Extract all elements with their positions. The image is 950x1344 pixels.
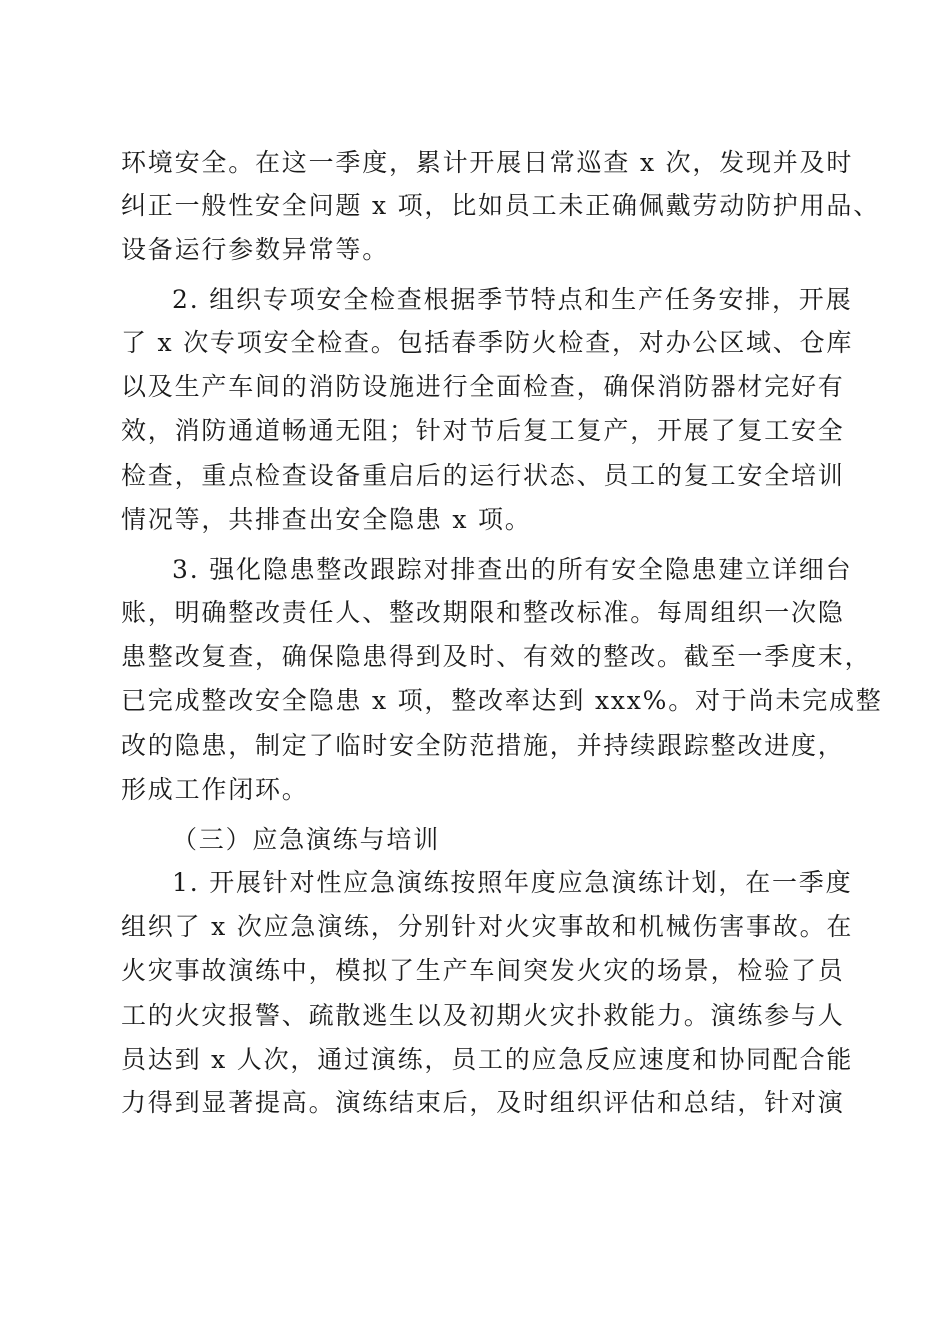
paragraph-line: 组织了 x 次应急演练，分别针对火灾事故和机械伤害事故。在 [121, 912, 854, 941]
paragraph-line: 2. 组织专项安全检查根据季节特点和生产任务安排，开展 [172, 285, 853, 314]
paragraph-line: 以及生产车间的消防设施进行全面检查，确保消防器材完好有 [121, 372, 845, 401]
paragraph-line: 火灾事故演练中，模拟了生产车间突发火灾的场景，检验了员 [121, 956, 845, 985]
paragraph-line: 力得到显著提高。演练结束后，及时组织评估和总结，针对演 [121, 1088, 845, 1117]
paragraph-line: 1. 开展针对性应急演练按照年度应急演练计划，在一季度 [172, 868, 853, 897]
paragraph-line: 情况等，共排查出安全隐患 x 项。 [121, 505, 532, 534]
paragraph-line: 设备运行参数异常等。 [121, 235, 390, 264]
paragraph-line: 患整改复查，确保隐患得到及时、有效的整改。截至一季度末， [121, 642, 872, 671]
section-heading: （三）应急演练与培训 [172, 825, 441, 854]
paragraph-line: 已完成整改安全隐患 x 项，整改率达到 xxx%。对于尚未完成整 [121, 686, 883, 715]
paragraph-line: 了 x 次专项安全检查。包括春季防火检查，对办公区域、仓库 [121, 328, 854, 357]
paragraph-line: 效，消防通道畅通无阻；针对节后复工复产，开展了复工安全 [121, 416, 845, 445]
paragraph-line: 纠正一般性安全问题 x 项，比如员工未正确佩戴劳动防护用品、 [121, 191, 880, 220]
paragraph-line: 员达到 x 人次，通过演练，员工的应急反应速度和协同配合能 [121, 1045, 854, 1074]
paragraph-line: 账，明确整改责任人、整改期限和整改标准。每周组织一次隐 [121, 598, 845, 627]
paragraph-line: 形成工作闭环。 [121, 775, 309, 804]
paragraph-line: 检查，重点检查设备重启后的运行状态、员工的复工安全培训 [121, 461, 845, 490]
paragraph-line: 工的火灾报警、疏散逃生以及初期火灾扑救能力。演练参与人 [121, 1001, 845, 1030]
paragraph-line: 环境安全。在这一季度，累计开展日常巡查 x 次，发现并及时 [121, 148, 854, 177]
paragraph-line: 3. 强化隐患整改跟踪对排查出的所有安全隐患建立详细台 [172, 555, 853, 584]
paragraph-line: 改的隐患，制定了临时安全防范措施，并持续跟踪整改进度， [121, 731, 845, 760]
